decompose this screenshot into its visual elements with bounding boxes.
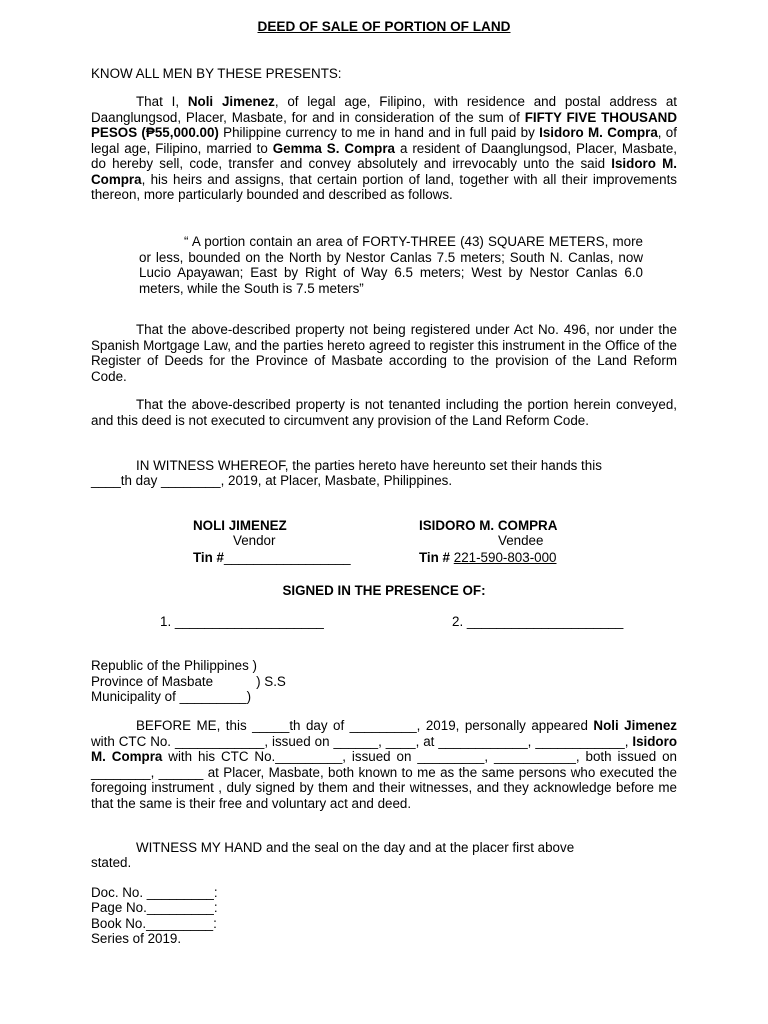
series: Series of 2019. [91, 931, 182, 946]
ack-name-2: Isidoro M. Compra [91, 733, 677, 764]
witness-hand-line-1: WITNESS MY HAND and the seal on the day and at the placer first above [136, 840, 575, 855]
spouse-name-inline: Gemma S. Compra [272, 140, 395, 156]
p5-text-1: BEFORE ME, this _____th day of _________, 2019, personally appeared [136, 718, 594, 733]
opening-line: KNOW ALL MEN BY THESE PRESENTS: [91, 66, 342, 81]
page-number: Page No._________: [91, 900, 218, 915]
paragraph-acknowledgment [91, 718, 677, 811]
p1-text-6: , his heirs and assigns, that certain portion of land, together with all their improvements thereon, more particularly bounded and described as follows. [91, 171, 677, 202]
vendee-tin-label: Tin # [419, 550, 451, 565]
property-description-quote: “ A portion contain an area of FORTY-THREE (43) SQUARE METERS, more or less, bounded on the North by Nestor Canlas 7.5 meters; South N. Canlas, now Lucio Apayawan; East by Right of Way 6.5 meters; West by Nestor Canlas 6.0 meters, while the South is 7.5 meters” [139, 234, 643, 296]
buyer-name-inline: Isidoro M. Compra [539, 125, 658, 140]
ack-municipality: Municipality of _________) [91, 689, 252, 704]
witness-line-1: 1. ____________________ [160, 614, 324, 629]
presence-heading: SIGNED IN THE PRESENCE OF: [282, 583, 486, 598]
witness-line-2: 2. _____________________ [452, 614, 624, 629]
vendor-signature-name: NOLI JIMENEZ [193, 518, 287, 533]
ack-republic: Republic of the Philippines ) [91, 658, 257, 673]
ack-province-label: Province of Masbate [91, 674, 214, 689]
vendee-tin [419, 550, 557, 565]
ack-province [91, 674, 286, 690]
paragraph-registration: That the above-described property not being registered under Act No. 496, nor under the Spanish Mortgage Law, and the parties hereto agreed to register this instrument in the Office of the Register of Deeds for the Province of Masbate according to the provision of the Land Reform Code. [91, 322, 677, 384]
p1-text-5: a resident of Daanglungsod, Placer, Masbate, do hereby sell, code, transfer and convey absolutely and irrevocably unto the said [91, 140, 677, 171]
p1-text-4: , of legal age, Filipino, married to [91, 125, 677, 156]
witness-hand-line-2: stated. [91, 855, 132, 870]
vendor-tin-value: _________________ [224, 550, 351, 565]
buyer-name-inline-2: Isidoro M. Compra [91, 156, 678, 187]
vendor-tin-label: Tin # [193, 550, 225, 565]
vendor-role: Vendor [233, 533, 276, 548]
paragraph-tenancy: That the above-described property is not tenanted including the portion herein conveyed, and this deed is not executed to circumvent any provision of the Land Reform Code. [91, 397, 677, 428]
vendor-tin [193, 550, 351, 565]
sale-amount: FIFTY FIVE THOUSAND PESOS (₱55,000.00) [91, 109, 677, 140]
vendee-role: Vendee [498, 533, 544, 548]
document-title: DEED OF SALE OF PORTION OF LAND [257, 19, 511, 34]
p1-text-2: , of legal age, Filipino, with residence and postal address at Daanglungsod, Placer, Masbate, for and in consideration of the sum of [91, 94, 678, 125]
doc-number: Doc. No. _________: [91, 885, 218, 900]
p1-text-1: That I, [136, 94, 188, 109]
vendee-signature-name: ISIDORO M. COMPRA [419, 518, 558, 533]
p5-text-2: with CTC No. ____________, issued on ______, ____, at ____________, ____________, [91, 733, 633, 749]
ack-ss: ) S.S [256, 674, 286, 689]
witness-whereof-line-2: ____th day ________, 2019, at Placer, Masbate, Philippines. [91, 473, 453, 488]
book-number: Book No._________: [91, 916, 217, 931]
witness-whereof-line-1: IN WITNESS WHEREOF, the parties hereto have hereunto set their hands this [136, 458, 602, 473]
p5-text-3: with his CTC No._________, issued on _________, ___________, both issued on ________, ______ at Placer, Masbate, both known to me as the same persons who executed the foregoing instrument , duly signed by them and their witnesses, and they acknowledge before me that the same is their free and voluntary act and deed. [91, 749, 677, 811]
paragraph-consideration [91, 94, 677, 203]
ack-name-1: Noli Jimenez [593, 718, 678, 733]
p1-text-3: Philippine currency to me in hand and in full paid by [218, 125, 540, 140]
vendee-tin-value: 221-590-803-000 [453, 550, 557, 565]
vendor-name-inline: Noli Jimenez [187, 94, 275, 109]
